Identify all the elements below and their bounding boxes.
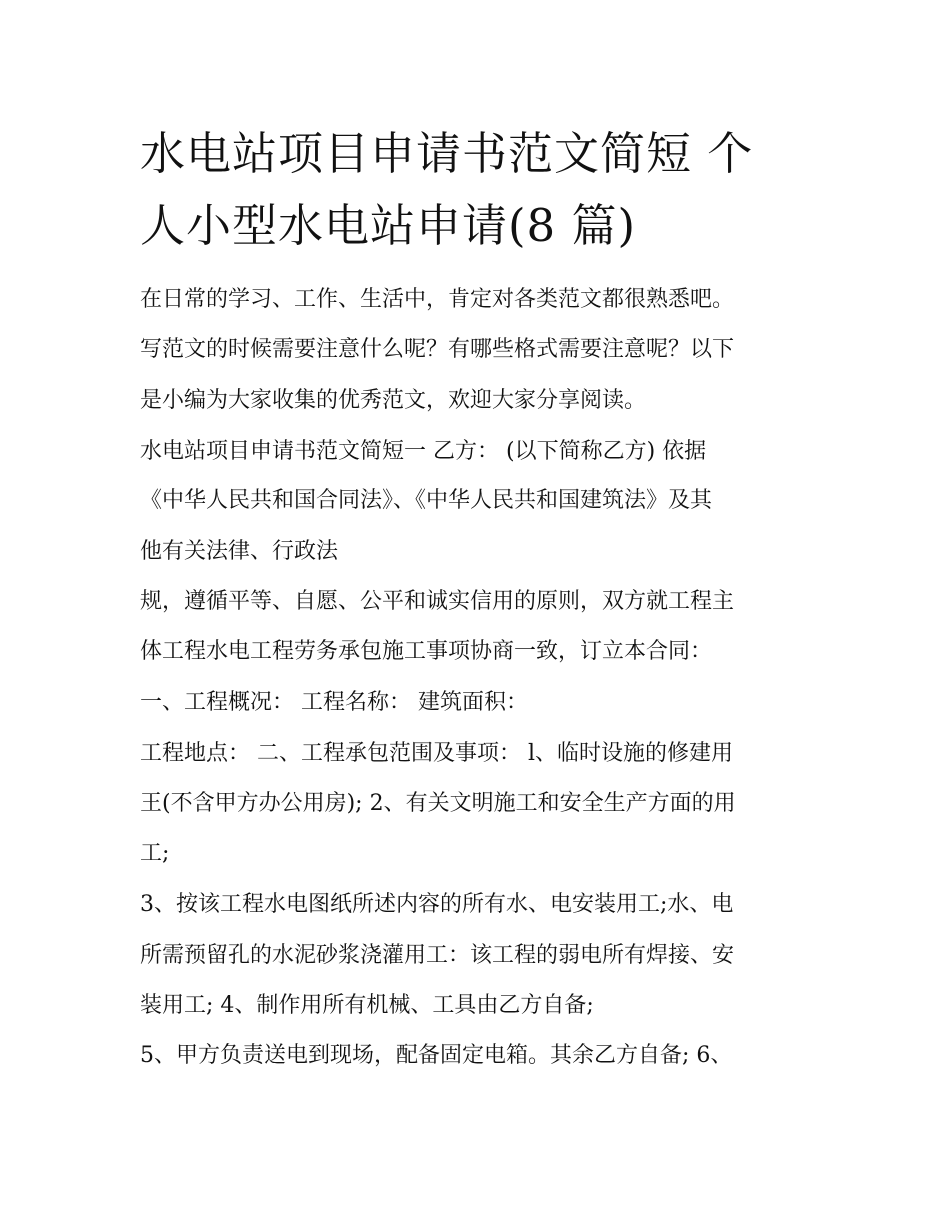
text-line: 工; — [140, 841, 170, 866]
text-line: 一、工程概况： 工程名称： 建筑面积： — [140, 690, 528, 715]
text-line: 是小编为大家收集的优秀范文，欢迎大家分享阅读。 — [140, 388, 647, 413]
text-line: 3、按该工程水电图纸所述内容的所有水、电安装用工;水、电 — [140, 892, 734, 917]
title-line-1: 水电站项目申请书范文简短 个 — [140, 127, 754, 180]
text-line: 王(不含甲方办公用房); 2、有关文明施工和安全生产方面的用 — [140, 791, 736, 816]
title-line-2: 人小型水电站申请(8 篇) — [140, 199, 637, 252]
text-line: 水电站项目申请书范文简短一 乙方： (以下简称乙方) 依据 — [140, 439, 707, 464]
text-line: 体工程水电工程劳务承包施工事项协商一致，订立本合同： — [140, 639, 713, 664]
text-line: 规，遵循平等、自愿、公平和诚实信用的原则，双方就工程主 — [140, 589, 735, 614]
text-line: 装用工; 4、制作用所有机械、工具由乙方自备; — [140, 993, 594, 1018]
text-line: 5、甲方负责送电到现场，配备固定电箱。其余乙方自备; 6、 — [140, 1043, 733, 1068]
text-line: 写范文的时候需要注意什么呢？有哪些格式需要注意呢？以下 — [140, 337, 735, 362]
text-line: 工程地点： 二、工程承包范围及事项： l、临时设施的修建用 — [140, 741, 734, 766]
text-line: 所需预留孔的水泥砂浆浇灌用工：该工程的弱电所有焊接、安 — [140, 943, 735, 968]
page-title — [140, 118, 820, 262]
text-line: 在日常的学习、工作、生活中，肯定对各类范文都很熟悉吧。 — [140, 287, 735, 312]
text-line: 《中华人民共和国合同法》、《中华人民共和国建筑法》及其 — [140, 488, 713, 513]
text-line: 他有关法律、行政法 — [140, 539, 339, 564]
